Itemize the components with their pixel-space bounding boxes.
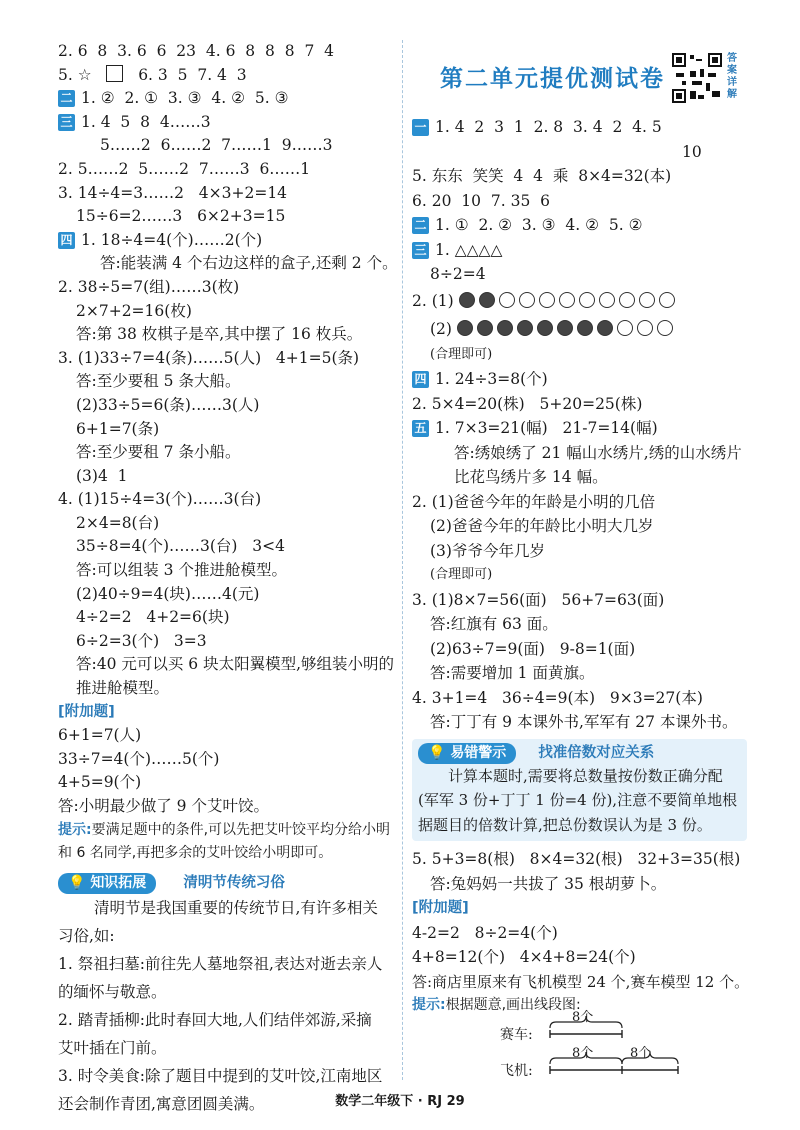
answer-line: 4+8=12(个) 4×4+8=24(个) (412, 948, 636, 966)
empty-circle (659, 292, 675, 308)
knowledge-line: 的缅怀与敬意。 (58, 982, 167, 1001)
section-badge: 三 (58, 114, 75, 131)
knowledge-line: 清明节是我国重要的传统节日,有许多相关 (94, 898, 378, 917)
answer-line: (2)爸爸今年的年龄比小明大几岁 (430, 517, 654, 535)
column-divider (402, 40, 403, 1080)
answer-line: 4. 3+1=4 36÷4=9(本) 9×3=27(本) (412, 688, 703, 707)
section-badge: 二 (412, 217, 429, 234)
answer-line: 6÷2=3(个) 3=3 (76, 631, 207, 650)
answer-line: 2. 5×4=20(株) 5+20=25(株) (412, 394, 643, 413)
answer-line: 二 1. ① 2. ② 3. ③ 4. ② 5. ② (412, 213, 747, 238)
answer-line: 4. (1)15÷4=3(个)……3(台) (58, 490, 262, 509)
empty-circle (599, 292, 615, 308)
answer-line: 2. 6 8 3. 6 6 23 4. 6 8 8 8 7 4 (58, 42, 335, 60)
knowledge-title: 清明节传统习俗 (183, 874, 285, 891)
answer-line: 四 1. 24÷3=8(个) (412, 367, 747, 392)
answer-line: 五 1. 7×3=21(幅) 21-7=14(幅) (412, 416, 747, 441)
empty-circle (619, 292, 635, 308)
answer-line: 答:需要增加 1 面黄旗。 (430, 664, 595, 682)
section-badge: 一 (412, 119, 429, 136)
section-badge: 四 (58, 232, 75, 249)
section-badge: 五 (412, 420, 429, 437)
empty-circle (637, 320, 653, 336)
bonus-heading: [附加题] (58, 703, 115, 720)
answer-line: 答:至少要租 5 条大船。 (76, 372, 241, 391)
knowledge-line: 1. 祭祖扫墓:前往先人墓地祭祖,表达对逝去亲人 (58, 954, 383, 973)
answer-line: 答:可以组装 3 个推进舱模型。 (76, 561, 287, 580)
answer-line: 3. 14÷4=3……2 4×3+2=14 (58, 183, 288, 202)
segment-lines (410, 1000, 740, 1080)
answer-line: 8÷2=4 (430, 265, 486, 283)
answer-line: 10 (682, 142, 702, 161)
answer-line: (2)40÷9=4(块)……4(元) (76, 584, 260, 603)
answer-line: 3. (1)33÷7=4(条)……5(人) 4+1=5(条) (58, 348, 360, 367)
section-badge: 三 (412, 242, 429, 259)
answer-line: 15÷6=2……3 6×2+3=15 (76, 207, 286, 226)
answer-line: 答:能装满 4 个右边这样的盒子,还剩 2 个。 (100, 254, 398, 273)
page-footer: 数学二年级下 · RJ 29 (335, 1094, 465, 1109)
answer-line: 推进舱模型。 (76, 679, 170, 698)
note-line: (合理即可) (430, 346, 493, 362)
answer-line: 4+5=9(个) (58, 773, 142, 792)
answer-line: 答:绣娘绣了 21 幅山水绣片,绣的山水绣片 (454, 443, 742, 462)
answer-line: 三 1. 4 5 8 4……3 (58, 111, 398, 135)
page-title: 第二单元提优测试卷 (440, 66, 665, 92)
circle-row: (2) (412, 315, 747, 343)
answer-line: 3. (1)8×7=56(面) 56+7=63(面) (412, 590, 665, 609)
answer-line: 6+1=7(人) (58, 726, 142, 745)
car-label: 赛车: (500, 1027, 533, 1043)
answer-line: 33÷7=4(个)……5(个) (58, 749, 220, 768)
filled-circle (557, 320, 573, 336)
circle-row: 2. (1) (412, 287, 747, 315)
filled-circle (457, 320, 473, 336)
filled-circle (597, 320, 613, 336)
warning-box (412, 739, 747, 842)
circle-group (457, 320, 677, 338)
answer-line: 2. (1)爸爸今年的年龄是小明的几倍 (412, 492, 656, 511)
knowledge-box (58, 894, 398, 1118)
filled-circle (479, 292, 495, 308)
answer-line: 四 1. 18÷4=4(个)……2(个) (58, 229, 398, 253)
bonus-heading: [附加题] (412, 900, 469, 916)
empty-circle (519, 292, 535, 308)
empty-circle (559, 292, 575, 308)
answer-line: 答:红旗有 63 面。 (430, 615, 558, 633)
knowledge-line: 3. 时令美食:除了题目中提到的艾叶饺,江南地区 (58, 1066, 383, 1085)
answer-line: 三 1. △△△△ (412, 238, 747, 263)
answer-line: (3)4 1 (76, 466, 128, 485)
answer-line: 答:小明最少做了 9 个艾叶饺。 (58, 797, 269, 815)
knowledge-header (58, 871, 398, 894)
answer-line: 5……2 6……2 7……1 9……3 (100, 136, 333, 155)
answer-line: (3)爷爷今年几岁 (430, 541, 545, 560)
answer-line: (2)63÷7=9(面) 9-8=1(面) (430, 639, 636, 658)
qr-caption: 答案详解 (727, 53, 737, 100)
circle-group (459, 292, 679, 310)
section-badge: 二 (58, 90, 75, 107)
brace-label: 8个 (572, 1010, 594, 1025)
left-column (58, 40, 398, 1118)
answer-line: (2)33÷5=6(条)……3(人) (76, 395, 260, 414)
answer-line: 答:商店里原来有飞机模型 24 个,赛车模型 12 个。 (412, 972, 750, 991)
answer-line: 答:兔妈妈一共拔了 35 根胡萝卜。 (430, 874, 667, 893)
answer-line: 答:第 38 枚棋子是卒,其中摆了 16 枚兵。 (76, 325, 363, 344)
filled-circle (497, 320, 513, 336)
line-segment-diagram (410, 1000, 740, 1080)
answer-line: 2×4=8(台) (76, 513, 160, 532)
answer-line: 二 1. ② 2. ① 3. ③ 4. ② 5. ③ (58, 87, 398, 111)
answer-line: 答:丁丁有 9 本课外书,军军有 27 本课外书。 (430, 713, 738, 731)
answer-line: 2×7+2=16(枚) (76, 301, 192, 320)
answer-line: 5. 5+3=8(根) 8×4=32(根) 32+3=35(根) (412, 850, 741, 868)
answer-line: 比花鸟绣片多 14 幅。 (454, 468, 608, 486)
empty-circle (639, 292, 655, 308)
brace-label: 8个 (630, 1046, 652, 1061)
answer-line: 答:至少要租 7 条小船。 (76, 443, 241, 462)
filled-circle (459, 292, 475, 308)
answer-line: 2. 38÷5=7(组)……3(枚) (58, 277, 240, 296)
section-badge: 四 (412, 371, 429, 388)
empty-circle (579, 292, 595, 308)
warning-header (418, 741, 741, 764)
answer-line: 6. 20 10 7. 35 6 (412, 191, 551, 210)
filled-circle (577, 320, 593, 336)
answer-line: 35÷8=4(个)……3(台) 3<4 (76, 537, 285, 556)
empty-circle (499, 292, 515, 308)
answer-line: 4÷2=2 4+2=6(块) (76, 608, 230, 627)
hint-text: 提示:要满足题中的条件,可以先把艾叶饺平均分给小明和 6 名同学,再把多余的艾叶饺给小明即可。 (58, 821, 391, 861)
brace-label: 8个 (572, 1046, 594, 1061)
empty-circle (657, 320, 673, 336)
qr-code-icon[interactable] (672, 52, 722, 104)
knowledge-line: 习俗,如: (58, 926, 115, 945)
knowledge-line: 还会制作青团,寓意团圆美满。 (58, 1094, 265, 1113)
filled-circle (477, 320, 493, 336)
warning-pill: 💡 易错警示 (418, 743, 516, 764)
warning-title: 找准倍数对应关系 (538, 744, 655, 761)
answer-line: 一 1. 4 2 3 1 2. 8 3. 4 2 4. 5 (412, 115, 747, 140)
knowledge-line: 艾叶插在门前。 (58, 1038, 167, 1057)
knowledge-pill: 💡 知识拓展 (58, 873, 156, 894)
empty-circle (539, 292, 555, 308)
answer-line: 5. 东东 笑笑 4 4 乘 8×4=32(本) (412, 167, 672, 185)
square-shape (106, 65, 123, 82)
answer-line: 6+1=7(条) (76, 419, 160, 438)
filled-circle (537, 320, 553, 336)
hint-text: 提示:根据题意,画出线段图: (412, 997, 581, 1013)
note-line: (合理即可) (430, 567, 493, 582)
plane-label: 飞机: (500, 1063, 533, 1079)
answer-line: 2. 5……2 5……2 7……3 6……1 (58, 159, 311, 178)
answer-line: 答:40 元可以买 6 块太阳翼模型,够组装小明的 (76, 655, 395, 674)
answer-line: 4-2=2 8÷2=4(个) (412, 923, 558, 942)
knowledge-line: 2. 踏青插柳:此时春回大地,人们结伴郊游,采摘 (58, 1010, 372, 1029)
warning-text: 计算本题时,需要将总数量按份数正确分配(军军 3 份+丁丁 1 份=4 份),注意不要简单地根据题目的倍数计算,把总份数误认为是 3 份。 (418, 766, 738, 834)
empty-circle (617, 320, 633, 336)
answer-line: 5. ☆ 6. 3 5 7. 4 3 (58, 65, 247, 84)
filled-circle (517, 320, 533, 336)
right-column (412, 115, 750, 1017)
